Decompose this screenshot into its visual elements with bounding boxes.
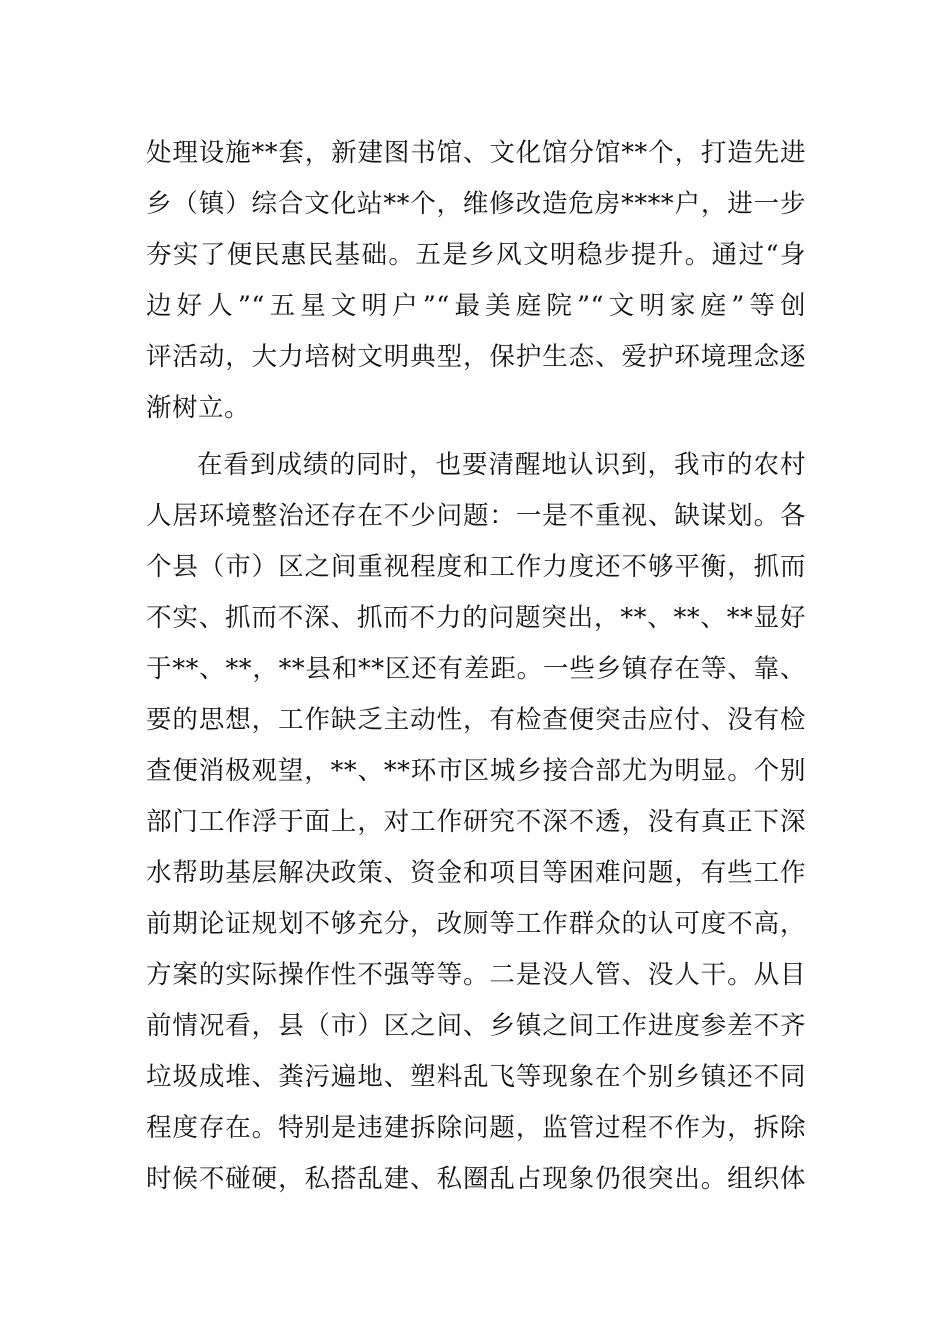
paragraph-line: 处理设施**套，新建图书馆、文化馆分馆**个，打造先进 [146, 138, 806, 168]
paragraph-line: 前情况看，县（市）区之间、乡镇之间工作进度参差不齐 [146, 1011, 806, 1041]
paragraph-line: 部门工作浮于面上，对工作研究不深不透，没有真正下深 [146, 807, 806, 837]
paragraph-line: 夯实了便民惠民基础。五是乡风文明稳步提升。通过“身 [146, 240, 806, 270]
paragraph-line: 水帮助基层解决政策、资金和项目等困难问题，有些工作 [146, 858, 806, 888]
paragraph-line: 查便消极观望，**、**环市区城乡接合部尤为明显。个别 [146, 756, 806, 786]
paragraph-2 [146, 440, 806, 1205]
paragraph-line: 程度存在。特别是违建拆除问题，监管过程不作为，拆除 [146, 1113, 806, 1143]
paragraph-line: 人居环境整治还存在不少问题：一是不重视、缺谋划。各 [146, 501, 806, 531]
paragraph-line: 前期论证规划不够充分，改厕等工作群众的认可度不高， [146, 909, 806, 939]
paragraph-line: 渐树立。 [146, 393, 251, 423]
paragraph-line: 时候不碰硬，私搭乱建、私圈乱占现象仍很突出。组织体 [146, 1164, 806, 1194]
paragraph-line: 垃圾成堆、粪污遍地、塑料乱飞等现象在个别乡镇还不同 [146, 1062, 806, 1092]
paragraph-line: 个县（市）区之间重视程度和工作力度还不够平衡，抓而 [146, 552, 806, 582]
paragraph-line: 评活动，大力培树文明典型，保护生态、爱护环境理念逐 [146, 342, 806, 372]
paragraph-line: 边好人”“五星文明户”“最美庭院”“文明家庭”等创 [146, 291, 806, 321]
paragraph-line: 要的思想，工作缺乏主动性，有检查便突击应付、没有检 [146, 705, 806, 735]
paragraph-line: 不实、抓而不深、抓而不力的问题突出，**、**、**显好 [146, 603, 806, 633]
paragraph-line: 方案的实际操作性不强等等。二是没人管、没人干。从目 [146, 960, 806, 990]
paragraph-1 [146, 128, 806, 434]
paragraph-line: 于**、**，**县和**区还有差距。一些乡镇存在等、靠、 [146, 654, 806, 684]
paragraph-line: 乡（镇）综合文化站**个，维修改造危房****户，进一步 [146, 189, 806, 219]
paragraph-line: 在看到成绩的同时，也要清醒地认识到，我市的农村 [197, 450, 806, 480]
